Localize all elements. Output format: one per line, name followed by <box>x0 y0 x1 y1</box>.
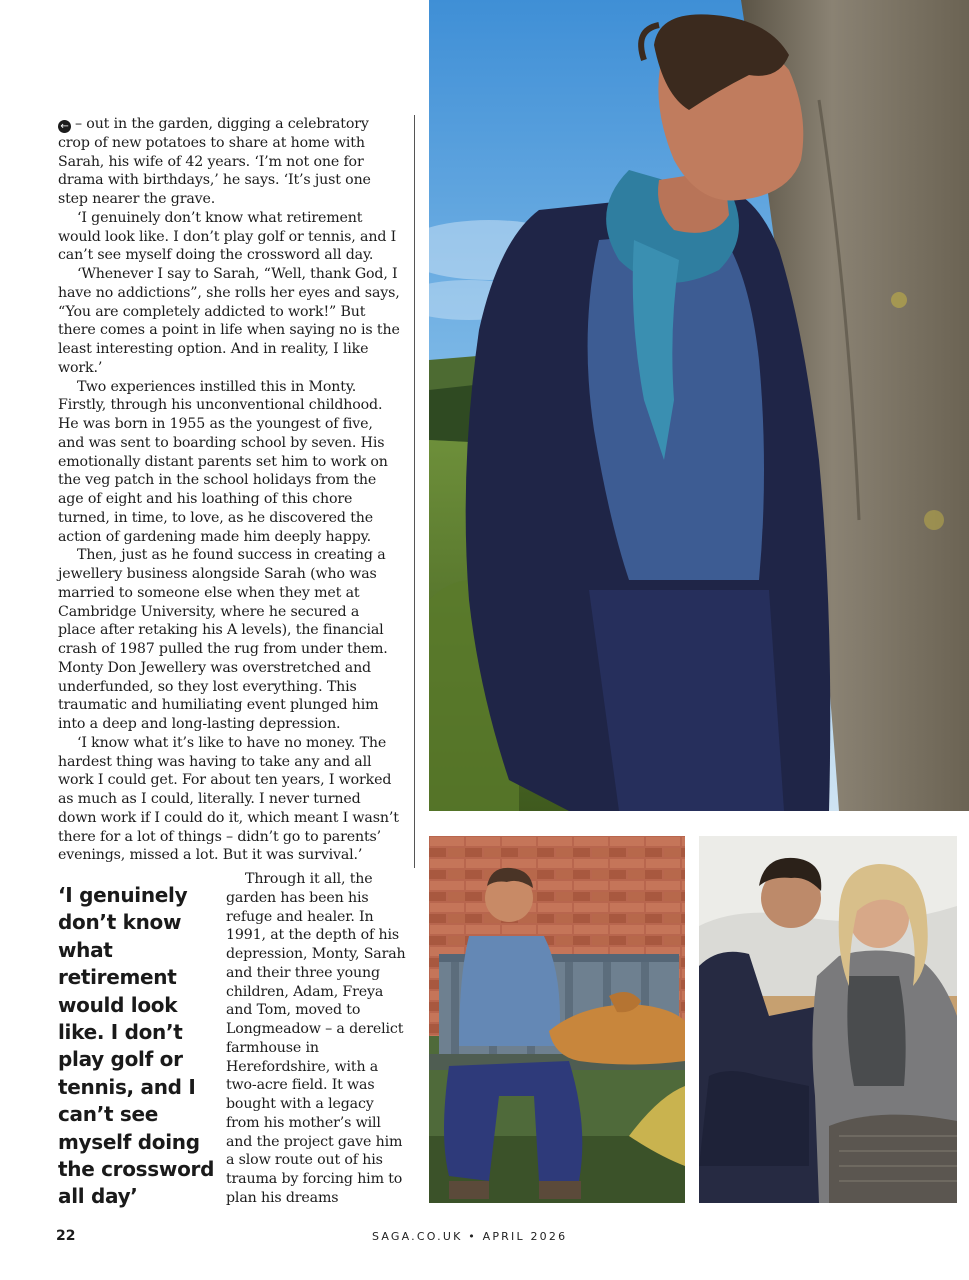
article-body <box>58 115 401 865</box>
portrait-photo <box>429 0 969 811</box>
article-paragraph: ‘I genuinely don’t know what retirement would look like. I don’t play golf or tennis, and I can’t see myself doing the crossword all day. <box>58 209 397 264</box>
article-paragraph: ‘I know what it’s like to have no money. The hardest thing was having to take any and all work I could get. For about ten years, I worked as much as I could, literally. I never turned down work if I could do it, which meant I wasn’t there for a lot of things – didn’t go to parents’ evenings, missed a lot. But it was survival.’ <box>58 734 399 864</box>
article-paragraph: Two experiences instilled this in Monty. Firstly, through his unconventional childhood. He was born in 1955 as the youngest of five, and was sent to boarding school by seven. His emotionally distant parents set him to work on the veg patch in the school holidays from the age of eight and his loathing of this chore turned, in time, to love, as he discovered the action of gardening made him deeply happy. <box>58 378 388 545</box>
couple-photo <box>699 836 957 1203</box>
article-paragraph: ‘Whenever I say to Sarah, “Well, thank God, I have no addictions”, she rolls her eyes and says, “You are completely addicted to work!” But there comes a point in life when saying no is the least interesting option. And in reality, I like work.’ <box>58 266 400 376</box>
page-number: 22 <box>56 1228 76 1244</box>
continued-arrow-icon: ← <box>58 120 71 133</box>
article-continuation <box>226 870 406 1208</box>
article-paragraph: Then, just as he found success in creating a jewellery business alongside Sarah (who was married to someone else when they met at Cambridge University, where he secured a place after retaking his A levels), the financial crash of 1987 pulled the rug from under them. Monty Don Jewellery was overstretched and underfunded, so they lost everything. This traumatic and humiliating event plunged him into a deep and long-lasting depression. <box>58 547 388 732</box>
bench-dog-photo <box>429 836 685 1203</box>
pull-quote: ‘I genuinely don’t know what retirement would look like. I don’t play golf or tennis, and I can’t see myself doing the crossword all day’ <box>58 883 215 1209</box>
publication-footer: SAGA.CO.UK • APRIL 2026 <box>372 1230 568 1243</box>
column-rule <box>414 115 415 868</box>
article-paragraph: ← – out in the garden, digging a celebratory crop of new potatoes to share at home with Sarah, his wife of 42 years. ‘I’m not one for drama with birthdays,’ he says. ‘It’s just one step nearer the grave. <box>58 116 371 207</box>
article-paragraph: Through it all, the garden has been his refuge and healer. In 1991, at the depth of his depression, Monty, Sarah and their three young children, Adam, Freya and Tom, moved to Longmeadow – a derelict farmhouse in Herefordshire, with a two-acre field. It was bought with a legacy from his mother’s will and the project gave him a slow route out of his trauma by forcing him to plan his dreams <box>226 871 406 1206</box>
